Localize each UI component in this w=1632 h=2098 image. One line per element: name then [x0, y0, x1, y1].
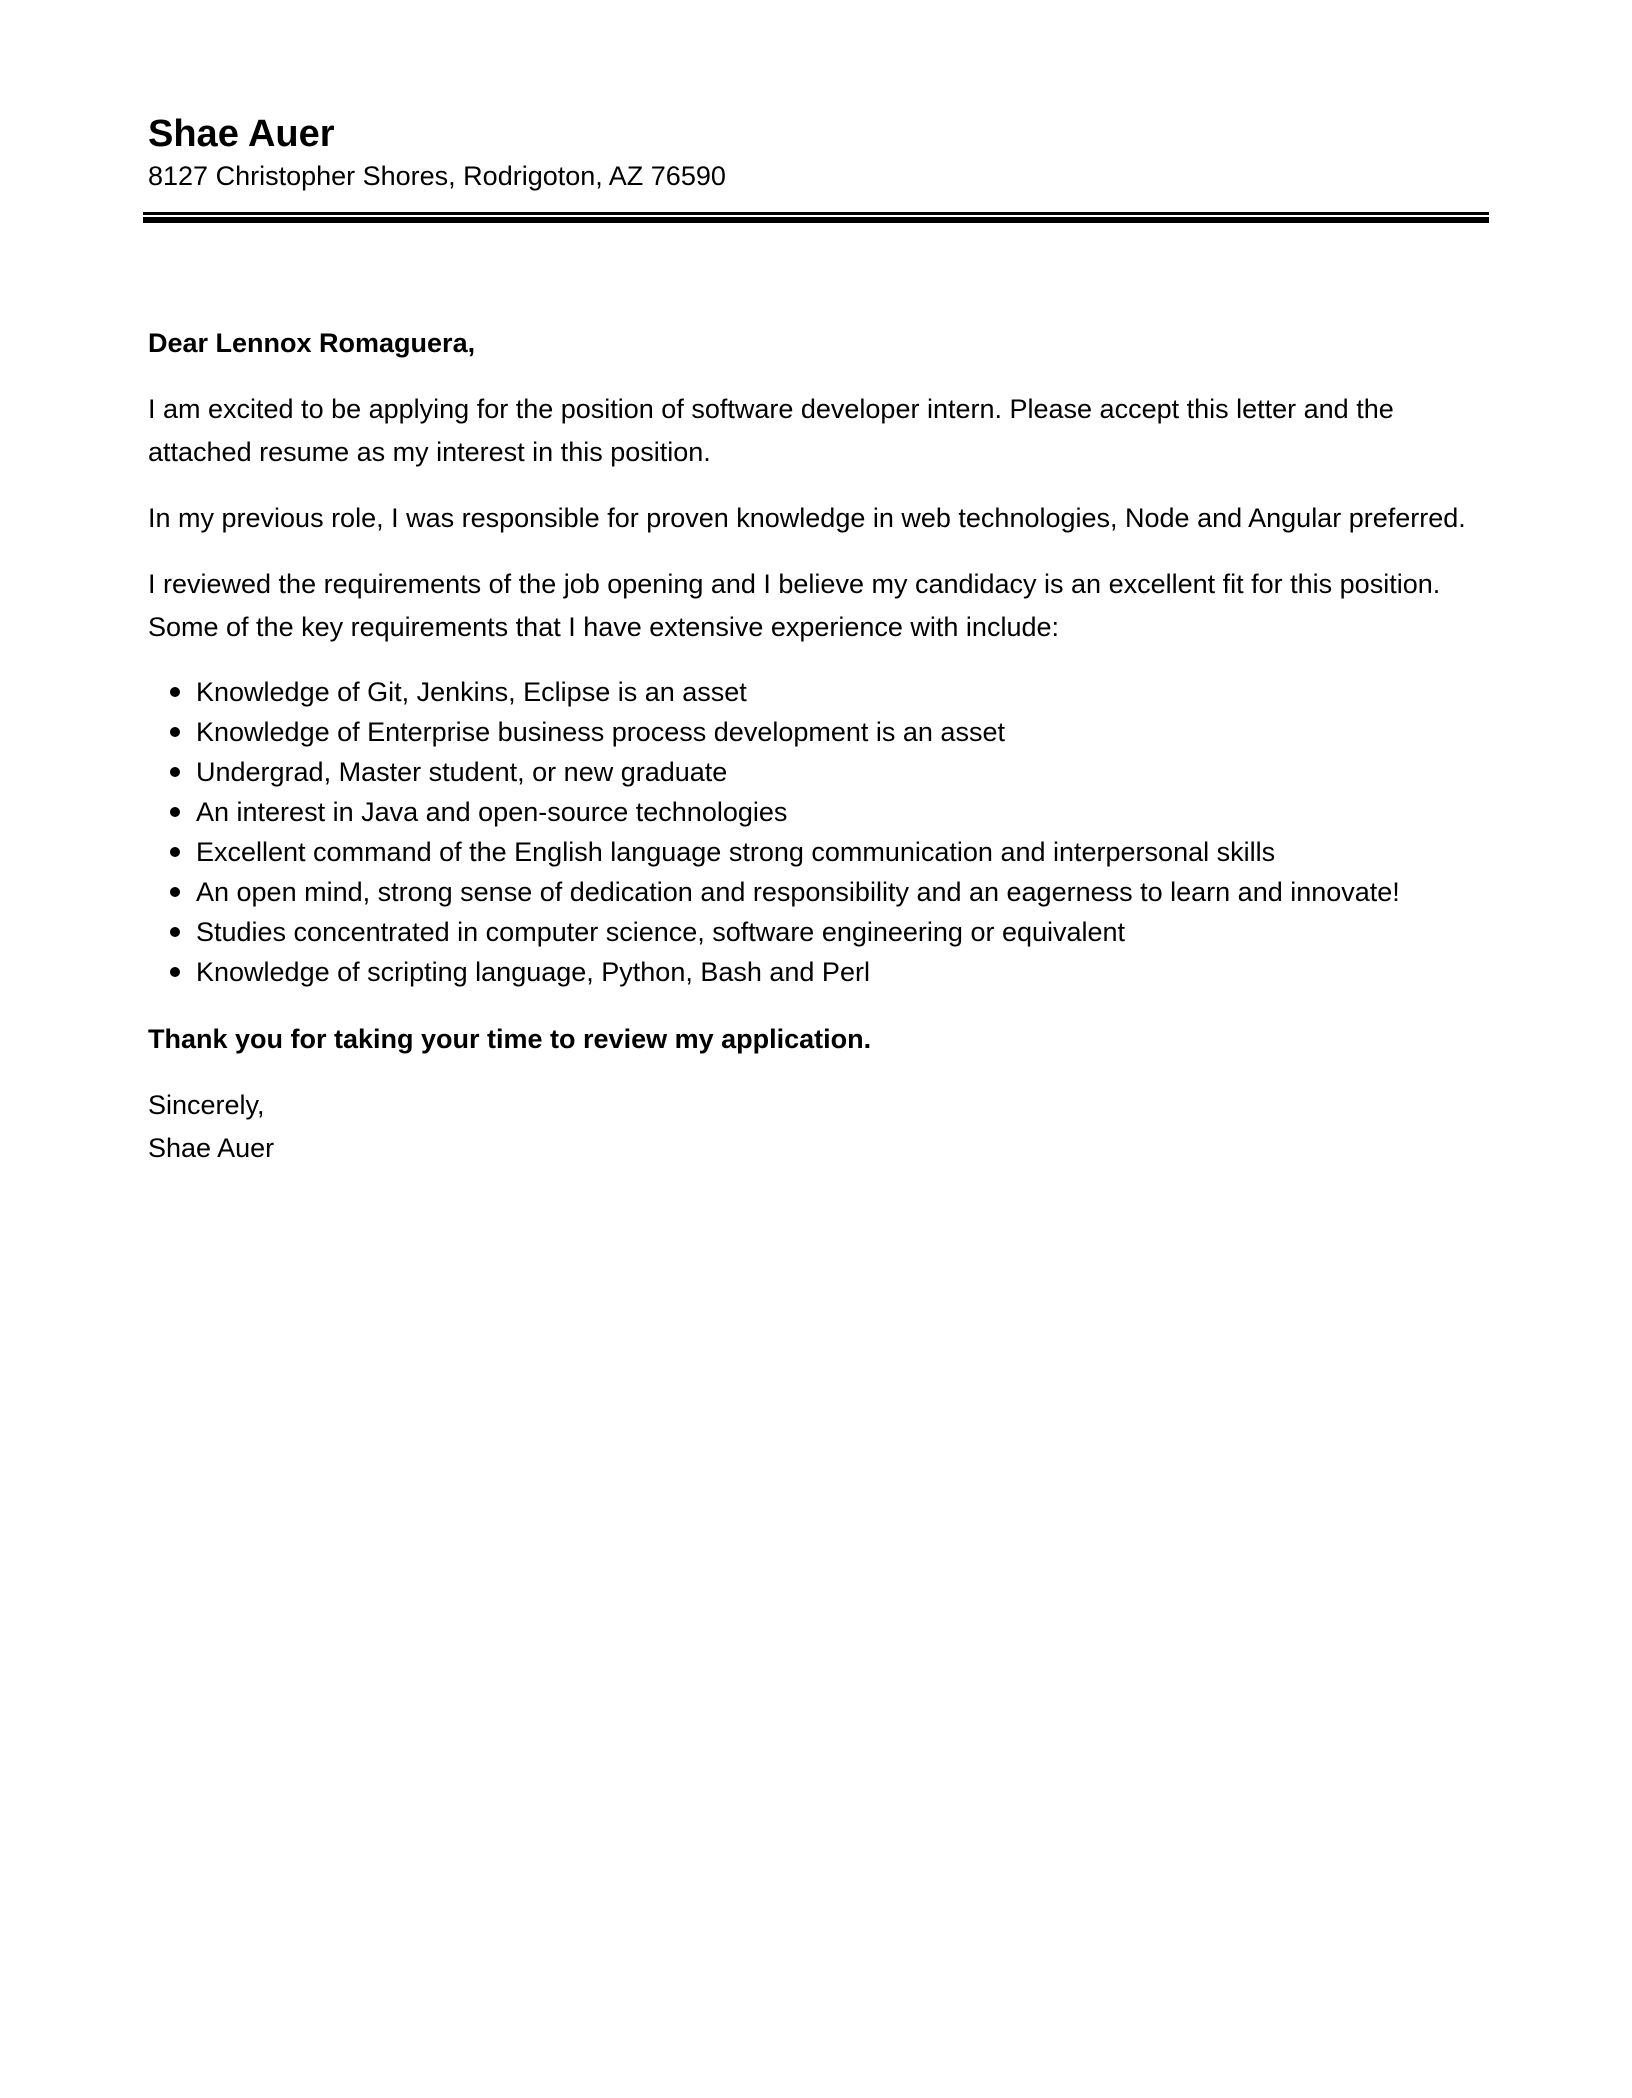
- list-item-text: Undergrad, Master student, or new graduate: [196, 757, 728, 787]
- list-item-text: Excellent command of the English language strong communication and interpersonal skills: [196, 837, 1276, 867]
- bullet-icon: [170, 687, 180, 697]
- paragraph-previous-role: In my previous role, I was responsible for proven knowledge in web technologies, Node and Angular preferred.: [148, 503, 1466, 533]
- list-item-text: Studies concentrated in computer science, software engineering or equivalent: [196, 917, 1126, 947]
- list-item: [196, 832, 1488, 872]
- list-item: [196, 872, 1488, 912]
- list-item-text: Knowledge of Enterprise business process development is an asset: [196, 717, 1005, 747]
- list-item: [196, 672, 1488, 712]
- header-divider: [143, 212, 1489, 224]
- sender-address: 8127 Christopher Shores, Rodrigoton, AZ 76590: [148, 161, 726, 191]
- list-item-text: An interest in Java and open-source technologies: [196, 797, 788, 827]
- thank-you-line: Thank you for taking your time to review my application.: [148, 1024, 872, 1054]
- paragraph-requirements-intro: I reviewed the requirements of the job opening and I believe my candidacy is an excellent fit for this position. Some of the key requirements that I have extensive experience with include:: [148, 569, 1441, 642]
- signature: Shae Auer: [148, 1133, 275, 1163]
- list-item: [196, 752, 1488, 792]
- list-item-text: Knowledge of scripting language, Python, Bash and Perl: [196, 957, 870, 987]
- closing-block: [148, 1084, 1488, 1170]
- bullet-icon: [170, 767, 180, 777]
- bullet-icon: [170, 927, 180, 937]
- divider-thin-line: [143, 212, 1489, 215]
- paragraph-intro: I am excited to be applying for the position of software developer intern. Please accept this letter and the attached resume as my interest in this position.: [148, 394, 1394, 467]
- list-item: [196, 712, 1488, 752]
- bullet-icon: [170, 887, 180, 897]
- letterhead: [148, 110, 1488, 194]
- list-item: [196, 912, 1488, 952]
- bullet-icon: [170, 967, 180, 977]
- closing: Sincerely,: [148, 1090, 265, 1120]
- letter-body: [148, 322, 1488, 1170]
- bullet-icon: [170, 847, 180, 857]
- salutation: Dear Lennox Romaguera,: [148, 328, 476, 358]
- list-item-text: An open mind, strong sense of dedication and responsibility and an eagerness to learn and innovate!: [196, 877, 1400, 907]
- divider-thick-line: [143, 217, 1489, 223]
- list-item: [196, 952, 1488, 992]
- list-item: [196, 792, 1488, 832]
- bullet-icon: [170, 807, 180, 817]
- list-item-text: Knowledge of Git, Jenkins, Eclipse is an asset: [196, 677, 747, 707]
- requirements-list: [148, 672, 1488, 992]
- sender-name: Shae Auer: [148, 113, 335, 155]
- bullet-icon: [170, 727, 180, 737]
